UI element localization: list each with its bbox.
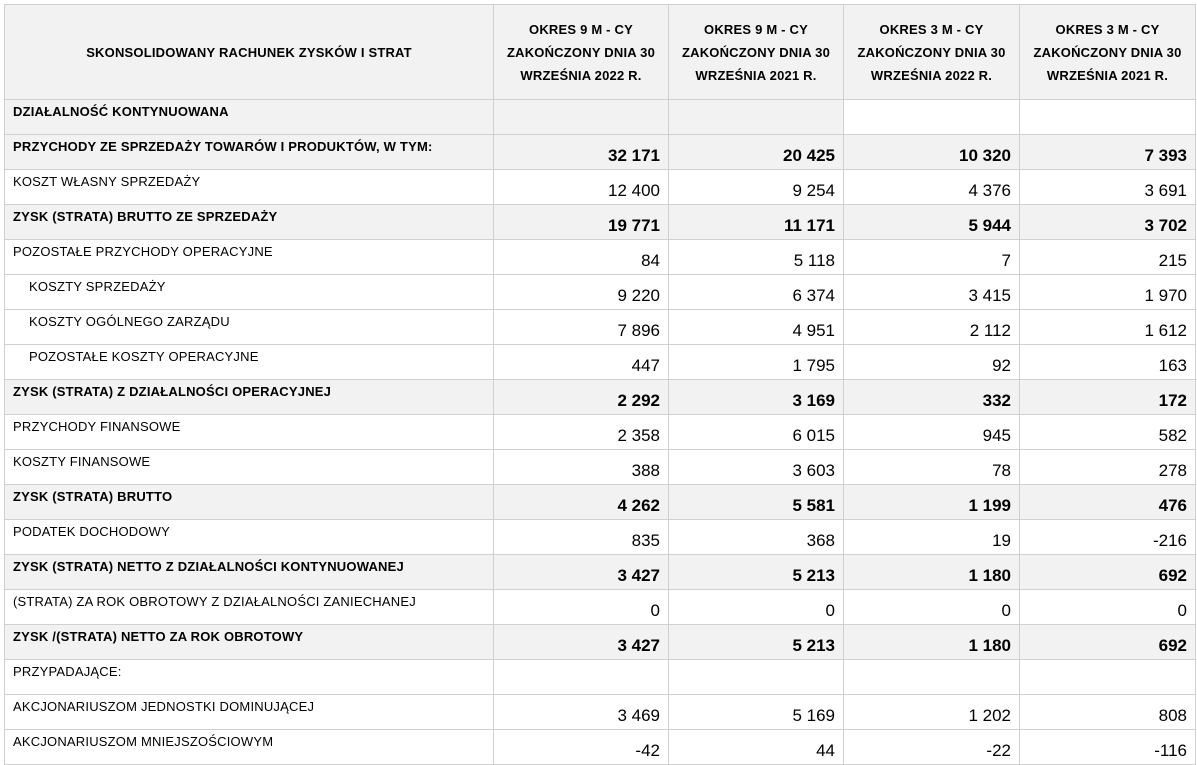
row-value: 368	[669, 520, 844, 555]
row-label: ZYSK /(STRATA) NETTO ZA ROK OBROTOWY	[5, 625, 494, 660]
table-body	[5, 100, 1196, 765]
row-value: 10 320	[844, 135, 1020, 170]
row-label: POZOSTAŁE KOSZTY OPERACYJNE	[5, 345, 494, 380]
header-line: WRZEŚNIA 2022 R.	[520, 67, 642, 83]
row-label: AKCJONARIUSZOM JEDNOSTKI DOMINUJĄCEJ	[5, 695, 494, 730]
row-label: POZOSTAŁE PRZYCHODY OPERACYJNE	[5, 240, 494, 275]
empty-cell	[669, 660, 844, 695]
table-row	[5, 660, 1196, 695]
row-value: 1 970	[1020, 275, 1196, 310]
table-row	[5, 100, 1196, 135]
row-label: PRZYCHODY FINANSOWE	[5, 415, 494, 450]
table-row	[5, 135, 1196, 170]
row-value: 4 262	[494, 485, 669, 520]
row-value: 835	[494, 520, 669, 555]
row-value: -22	[844, 730, 1020, 765]
row-value: 3 169	[669, 380, 844, 415]
row-value: 1 180	[844, 555, 1020, 590]
row-value: 7	[844, 240, 1020, 275]
empty-cell	[669, 100, 844, 135]
income-statement-table	[4, 4, 1196, 765]
row-value: 5 169	[669, 695, 844, 730]
header-line: OKRES 9 M - CY	[704, 21, 808, 37]
row-label: KOSZTY SPRZEDAŻY	[5, 275, 494, 310]
row-label: AKCJONARIUSZOM MNIEJSZOŚCIOWYM	[5, 730, 494, 765]
header-period-3m-2022	[844, 5, 1020, 100]
row-value: 1 180	[844, 625, 1020, 660]
row-value: 3 415	[844, 275, 1020, 310]
row-value: 4 951	[669, 310, 844, 345]
row-label: KOSZTY FINANSOWE	[5, 450, 494, 485]
header-line: ZAKOŃCZONY DNIA 30	[681, 44, 831, 60]
row-value: 19	[844, 520, 1020, 555]
row-value: 278	[1020, 450, 1196, 485]
row-value: 92	[844, 345, 1020, 380]
table-row	[5, 695, 1196, 730]
row-value: 215	[1020, 240, 1196, 275]
header-period-3m-2021	[1020, 5, 1196, 100]
table-row	[5, 485, 1196, 520]
row-value: 172	[1020, 380, 1196, 415]
row-label: ZYSK (STRATA) BRUTTO ZE SPRZEDAŻY	[5, 205, 494, 240]
row-value: 12 400	[494, 170, 669, 205]
row-value: 388	[494, 450, 669, 485]
row-value: 44	[669, 730, 844, 765]
row-label: ZYSK (STRATA) Z DZIAŁALNOŚCI OPERACYJNEJ	[5, 380, 494, 415]
row-value: 476	[1020, 485, 1196, 520]
row-value: 78	[844, 450, 1020, 485]
row-value: 9 254	[669, 170, 844, 205]
row-value: 582	[1020, 415, 1196, 450]
header-period-9m-2022	[494, 5, 669, 100]
row-value: 3 702	[1020, 205, 1196, 240]
row-label: PODATEK DOCHODOWY	[5, 520, 494, 555]
row-value: 692	[1020, 625, 1196, 660]
row-value: 84	[494, 240, 669, 275]
row-value: 7 896	[494, 310, 669, 345]
table-row	[5, 205, 1196, 240]
row-label: KOSZT WŁASNY SPRZEDAŻY	[5, 170, 494, 205]
row-value: 6 015	[669, 415, 844, 450]
table-row	[5, 730, 1196, 765]
row-value: 3 427	[494, 555, 669, 590]
empty-cell	[1020, 660, 1196, 695]
header-line: ZAKOŃCZONY DNIA 30	[506, 44, 656, 60]
row-value: 4 376	[844, 170, 1020, 205]
row-value: 163	[1020, 345, 1196, 380]
row-value: 5 118	[669, 240, 844, 275]
row-value: 0	[494, 590, 669, 625]
row-value: 11 171	[669, 205, 844, 240]
empty-cell	[494, 100, 669, 135]
row-value: -216	[1020, 520, 1196, 555]
row-label: KOSZTY OGÓLNEGO ZARZĄDU	[5, 310, 494, 345]
empty-cell	[844, 100, 1020, 135]
row-value: 945	[844, 415, 1020, 450]
header-line: ZAKOŃCZONY DNIA 30	[1033, 44, 1182, 60]
row-value: 19 771	[494, 205, 669, 240]
table-row	[5, 310, 1196, 345]
empty-cell	[1020, 100, 1196, 135]
row-value: 3 603	[669, 450, 844, 485]
row-value: 3 469	[494, 695, 669, 730]
table-row	[5, 590, 1196, 625]
header-row	[5, 5, 1196, 100]
row-value: 5 213	[669, 625, 844, 660]
row-value: 1 202	[844, 695, 1020, 730]
row-value: 1 199	[844, 485, 1020, 520]
table-row	[5, 240, 1196, 275]
header-line: OKRES 9 M - CY	[529, 21, 633, 37]
row-value: 5 581	[669, 485, 844, 520]
row-value: 3 427	[494, 625, 669, 660]
row-value: 447	[494, 345, 669, 380]
table-row	[5, 275, 1196, 310]
row-value: 0	[844, 590, 1020, 625]
row-label: DZIAŁALNOŚĆ KONTYNUOWANA	[5, 100, 494, 135]
table-row	[5, 555, 1196, 590]
row-value: -42	[494, 730, 669, 765]
header-line: WRZEŚNIA 2021 R.	[695, 67, 817, 83]
table-row	[5, 450, 1196, 485]
table-row	[5, 380, 1196, 415]
row-value: 0	[669, 590, 844, 625]
row-value: -116	[1020, 730, 1196, 765]
table-row	[5, 625, 1196, 660]
row-value: 0	[1020, 590, 1196, 625]
row-label: ZYSK (STRATA) BRUTTO	[5, 485, 494, 520]
row-value: 6 374	[669, 275, 844, 310]
row-value: 7 393	[1020, 135, 1196, 170]
row-value: 32 171	[494, 135, 669, 170]
row-value: 2 358	[494, 415, 669, 450]
header-line: OKRES 3 M - CY	[879, 21, 984, 37]
header-line: ZAKOŃCZONY DNIA 30	[857, 44, 1006, 60]
header-line: SKONSOLIDOWANY RACHUNEK ZYSKÓW I STRAT	[86, 44, 412, 60]
row-value: 5 944	[844, 205, 1020, 240]
empty-cell	[494, 660, 669, 695]
header-line: WRZEŚNIA 2022 R.	[870, 67, 993, 83]
row-label: (STRATA) ZA ROK OBROTOWY Z DZIAŁALNOŚCI ZANIECHANEJ	[5, 590, 494, 625]
header-period-9m-2021	[669, 5, 844, 100]
row-value: 2 112	[844, 310, 1020, 345]
table-row	[5, 170, 1196, 205]
row-value: 332	[844, 380, 1020, 415]
table-row	[5, 415, 1196, 450]
row-value: 1 612	[1020, 310, 1196, 345]
row-value: 9 220	[494, 275, 669, 310]
row-value: 20 425	[669, 135, 844, 170]
row-value: 1 795	[669, 345, 844, 380]
header-statement-title	[5, 5, 494, 100]
row-label: PRZYCHODY ZE SPRZEDAŻY TOWARÓW I PRODUKTÓW, W TYM:	[5, 135, 494, 170]
row-label: PRZYPADAJĄCE:	[5, 660, 494, 695]
header-line: OKRES 3 M - CY	[1055, 21, 1160, 37]
empty-cell	[844, 660, 1020, 695]
row-value: 692	[1020, 555, 1196, 590]
row-value: 2 292	[494, 380, 669, 415]
header-line: WRZEŚNIA 2021 R.	[1046, 67, 1169, 83]
row-value: 808	[1020, 695, 1196, 730]
row-value: 5 213	[669, 555, 844, 590]
table-row	[5, 520, 1196, 555]
table-row	[5, 345, 1196, 380]
row-label: ZYSK (STRATA) NETTO Z DZIAŁALNOŚCI KONTYNUOWANEJ	[5, 555, 494, 590]
row-value: 3 691	[1020, 170, 1196, 205]
